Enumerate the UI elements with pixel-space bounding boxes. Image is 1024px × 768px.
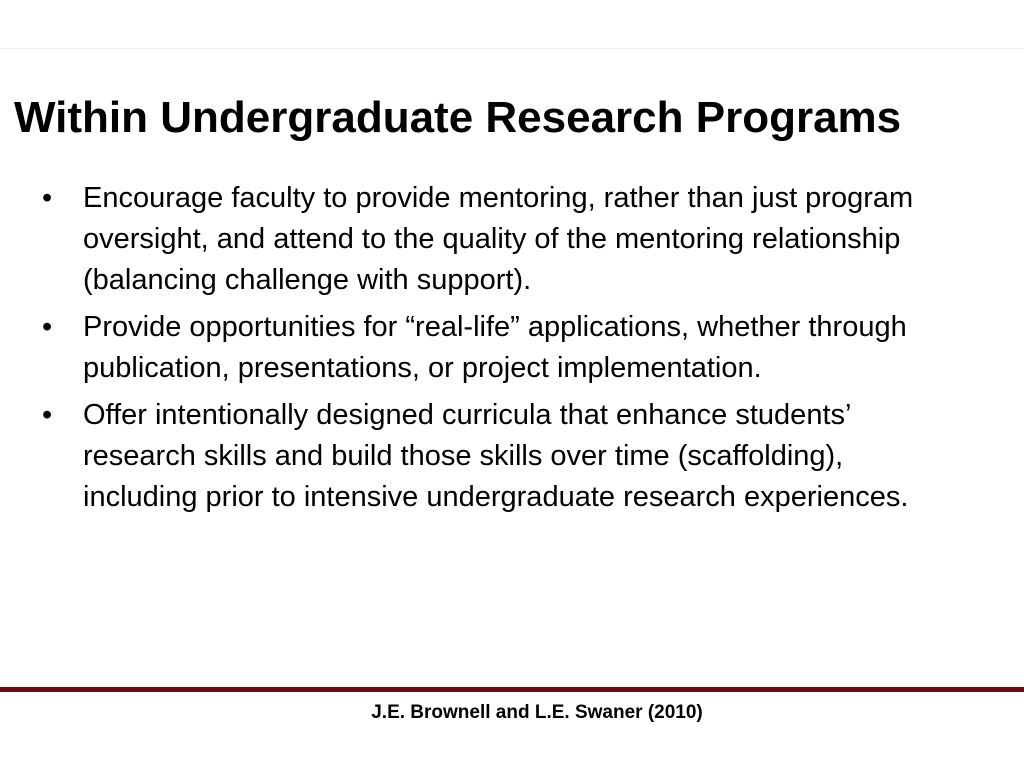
- bullet-icon: •: [42, 182, 53, 214]
- bullet-item-applications: [42, 307, 942, 389]
- bullet-item-curricula: [42, 395, 942, 518]
- bullet-icon: •: [42, 311, 53, 343]
- bullet-text: Encourage faculty to provide mentoring, rather than just program oversight, and attend to the quality of the mentoring relationship (balancing challenge with support).: [83, 182, 914, 296]
- header-divider: [0, 48, 1024, 49]
- bullet-text: Provide opportunities for “real-life” applications, whether through publication, presentations, or project implementation.: [83, 311, 907, 384]
- bullet-text: Offer intentionally designed curricula that enhance students’ research skills and build those skills over time (scaffolding), including prior to intensive undergraduate research experiences.: [83, 399, 909, 513]
- bullet-list: [42, 178, 942, 524]
- footer-divider: [0, 687, 1024, 692]
- slide-title: Within Undergraduate Research Programs: [14, 93, 902, 142]
- bullet-item-mentoring: [42, 178, 942, 301]
- bullet-icon: •: [42, 399, 53, 431]
- citation: J.E. Brownell and L.E. Swaner (2010): [371, 702, 703, 723]
